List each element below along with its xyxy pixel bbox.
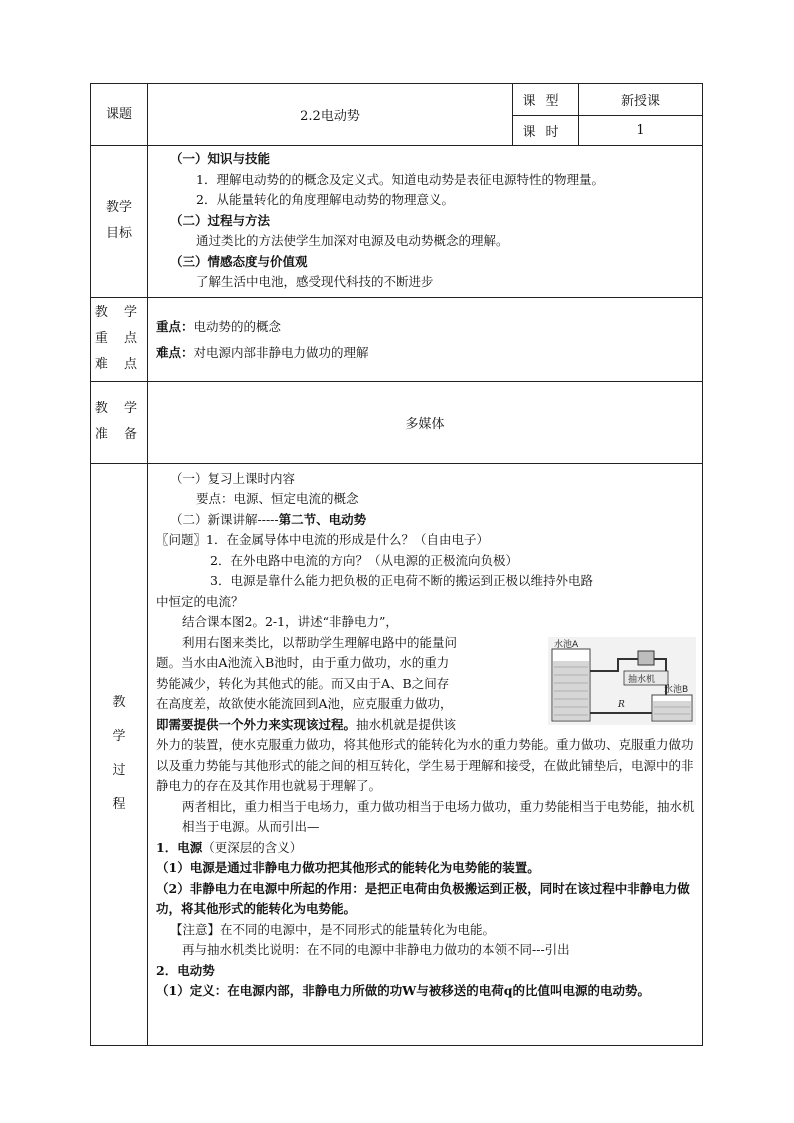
note [156, 920, 696, 941]
process-content [148, 463, 703, 1045]
paragraph-text: 抽水机就是提供该 [356, 716, 457, 732]
pool-a-label: 水池A [554, 639, 579, 650]
key-point-label: 重点： [156, 318, 194, 334]
process-label-char: 过 [112, 763, 126, 778]
paragraph: 两者相比，重力相当于电场力，重力做功相当于电场力做功，重力势能相当于电势能，抽水机相当于电源。从而引出— [182, 798, 695, 834]
difficult-point [156, 340, 696, 366]
objective-item: 2．从能量转化的角度理解电动势的物理意义。 [196, 192, 454, 207]
topic-title: 2.2电动势 [148, 84, 513, 146]
question-3-continued: 中恒定的电流？ [156, 593, 244, 609]
difficult-point-label: 难点： [156, 344, 194, 360]
question-3: 3．电源是靠什么能力把负极的正电荷不断的搬运到正极以维持外电路 [210, 573, 593, 588]
process-label-char: 教 [112, 695, 126, 710]
emphasis-text: 即需要提供一个外力来实现该过程。 [156, 716, 357, 732]
paragraph: 在高度差，故欲使水能流回到A池，应克服重力做功， [156, 696, 453, 711]
preparation-label-line: 准 备 [94, 427, 144, 442]
key-point [156, 314, 696, 340]
lesson-plan-table [90, 83, 703, 1046]
keypoints-label-line: 教 学 [94, 305, 144, 320]
water-pump-analogy-figure [548, 637, 696, 725]
section-1-point-2: （2）非静电力在电源中所起的作用：是把正电荷由负极搬运到正极，同时在该过程中非静电力做功，将其他形式的能转化为电势能。 [156, 880, 690, 916]
lesson-type-label: 课型 [513, 84, 579, 116]
question-1: 〖问题〗1．在金属导体中电流的形成是什么？（自由电子） [156, 532, 489, 547]
objective-item: 1．理解电动势的的概念及定义式。知道电动势是表征电源特性的物理量。 [196, 171, 604, 187]
paragraph: 题。当水由A池流入B池时，由于重力做功，水的重力 [156, 655, 450, 670]
paragraph: 势能减少，转化为其他式的能。而又由于A、B之间存 [156, 675, 450, 691]
preparation-label-line: 教 学 [94, 401, 144, 416]
difficult-point-text: 对电源内部非静电力做功的理解 [193, 344, 369, 360]
objectives-label-line: 目标 [105, 226, 132, 242]
section-1-note: （更深层的含义） [202, 839, 303, 855]
preparation-value: 多媒体 [148, 381, 703, 463]
preparation-label [91, 381, 148, 463]
review-point: 要点：电源、恒定电流的概念 [196, 491, 359, 506]
paragraph: 利用右图来类比，以帮助学生理解电路中的能量问 [182, 634, 458, 650]
section-2-heading: 2．电动势 [156, 962, 215, 978]
objectives-label [91, 146, 148, 298]
note-label: 【注意】 [170, 921, 221, 937]
section-2-point-1: （1）定义：在电源内部，非静电力所做的功W与被移送的电荷q的比值叫电源的电动势。 [156, 983, 650, 998]
keypoints-label [91, 297, 148, 381]
section-1-point-1: （1）电源是通过非静电力做功把其他形式的能转化为电势能的装置。 [156, 860, 540, 875]
objective-item: 通过类比的方法使学生加深对电源及电动势概念的理解。 [196, 233, 509, 248]
paragraph: 外力的装置，使水克服重力做功，将其他形式的能转化为水的重力势能。重力做功、克服重力做功以及重力势能与其他形式的能之间的相互转化，学生易于理解和接受，在做此铺垫后，电源中的非静电力的存在及其作用也就易于理解了。 [156, 737, 694, 793]
section-1-heading [156, 838, 696, 859]
resistor-label: R [618, 699, 625, 710]
process-label [91, 463, 148, 1045]
lesson-type-value: 新授课 [579, 84, 703, 116]
paragraph: 结合课本图2。2-1，讲述“非静电力”， [182, 614, 398, 629]
pump-label: 抽水机 [628, 674, 656, 685]
water-pump-diagram [548, 637, 696, 725]
keypoints-label-line: 难 点 [94, 357, 144, 372]
new-lesson-heading [156, 510, 696, 531]
new-lesson-title: 第二节、电动势 [278, 511, 367, 527]
topic-label: 课题 [91, 84, 148, 146]
pool-b-label: 水池B [664, 684, 689, 695]
paragraph: 再与抽水机类比说明：在不同的电源中非静电力做功的本领不同---引出 [182, 942, 570, 957]
review-heading: （一）复习上课时内容 [170, 470, 296, 486]
question-2: 2．在外电路中电流的方向？（从电源的正极流向负极） [210, 552, 518, 568]
keypoints-label-line: 重 点 [94, 331, 144, 346]
process-label-char: 学 [112, 729, 126, 744]
objective-heading: （一）知识与技能 [170, 151, 271, 166]
new-lesson-prefix: （二）新课讲解----- [170, 511, 279, 527]
lesson-hours-value: 1 [579, 116, 703, 146]
lesson-hours-label: 课时 [513, 116, 579, 146]
objective-heading: （三）情感态度与价值观 [170, 253, 308, 269]
process-label-char: 程 [112, 797, 126, 812]
objective-item: 了解生活中电池，感受现代科技的不断进步 [196, 274, 434, 289]
objectives-content [148, 146, 703, 298]
note-text: 在不同的电源中，是不同形式的能量转化为电能。 [220, 921, 496, 937]
keypoints-content [148, 297, 703, 381]
key-point-text: 电动势的的概念 [193, 318, 282, 334]
objective-heading: （二）过程与方法 [170, 212, 271, 228]
objectives-label-line: 教学 [105, 200, 132, 216]
section-1-title: 1．电源 [156, 839, 203, 855]
